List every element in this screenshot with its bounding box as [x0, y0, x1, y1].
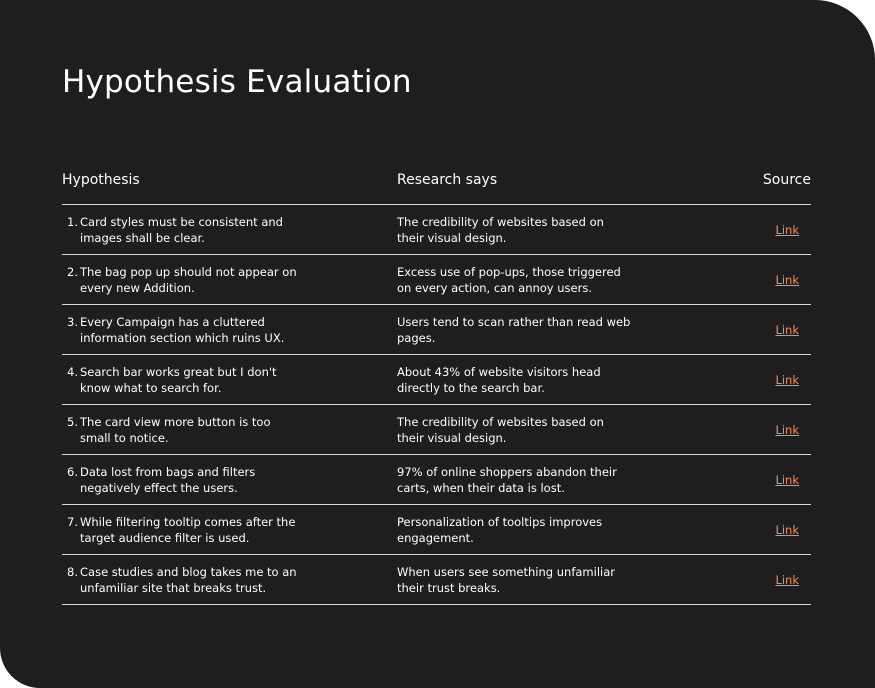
- source-link[interactable]: Link: [775, 573, 799, 587]
- research-text: 97% of online shoppers abandon their carts, when their data is lost.: [397, 465, 617, 495]
- table-row: [62, 555, 811, 605]
- hypothesis-text: The bag pop up should not appear on every new Addition.: [80, 265, 297, 295]
- table-row: [62, 255, 811, 305]
- row-number: 8.: [67, 565, 78, 579]
- row-number: 6.: [67, 465, 78, 479]
- table-row: [62, 355, 811, 405]
- hypothesis-cell: [67, 214, 367, 246]
- page-title: Hypothesis Evaluation: [62, 64, 412, 100]
- row-number: 2.: [67, 265, 78, 279]
- hypothesis-text: Data lost from bags and filters negatively effect the users.: [80, 465, 256, 495]
- table-header: [62, 164, 811, 205]
- hypothesis-text: Every Campaign has a cluttered information section which ruins UX.: [80, 315, 285, 345]
- research-text: The credibility of websites based on their visual design.: [397, 415, 604, 445]
- source-link[interactable]: Link: [775, 373, 799, 387]
- hypothesis-text: Case studies and blog takes me to an unfamiliar site that breaks trust.: [80, 565, 297, 595]
- header-hypothesis: Hypothesis: [62, 172, 140, 188]
- source-link[interactable]: Link: [775, 423, 799, 437]
- hypothesis-cell: [67, 364, 367, 396]
- row-number: 1.: [67, 215, 78, 229]
- source-link[interactable]: Link: [775, 273, 799, 287]
- table-row: [62, 405, 811, 455]
- source-link[interactable]: Link: [775, 223, 799, 237]
- research-text: When users see something unfamiliar their trust breaks.: [397, 565, 615, 595]
- table-row: [62, 505, 811, 555]
- source-link[interactable]: Link: [775, 323, 799, 337]
- row-number: 7.: [67, 515, 78, 529]
- hypothesis-text: The card view more button is too small to notice.: [80, 415, 271, 445]
- row-number: 3.: [67, 315, 78, 329]
- hypothesis-text: While filtering tooltip comes after the target audience filter is used.: [80, 515, 296, 545]
- hypothesis-cell: [67, 464, 367, 496]
- table-row: [62, 455, 811, 505]
- research-text: The credibility of websites based on their visual design.: [397, 215, 604, 245]
- research-text: Users tend to scan rather than read web pages.: [397, 315, 631, 345]
- header-source: Source: [762, 172, 811, 188]
- hypothesis-text: Search bar works great but I don't know what to search for.: [80, 365, 277, 395]
- hypothesis-cell: [67, 314, 367, 346]
- hypothesis-cell: [67, 414, 367, 446]
- hypothesis-cell: [67, 564, 367, 596]
- research-text: About 43% of website visitors head directly to the search bar.: [397, 365, 601, 395]
- table-row: [62, 205, 811, 255]
- hypothesis-table: [62, 164, 811, 605]
- research-text: Excess use of pop-ups, those triggered on every action, can annoy users.: [397, 265, 621, 295]
- source-link[interactable]: Link: [775, 473, 799, 487]
- hypothesis-cell: [67, 264, 367, 296]
- source-link[interactable]: Link: [775, 523, 799, 537]
- hypothesis-cell: [67, 514, 367, 546]
- hypothesis-text: Card styles must be consistent and images shall be clear.: [80, 215, 283, 245]
- table-row: [62, 305, 811, 355]
- header-research: Research says: [397, 172, 498, 188]
- row-number: 4.: [67, 365, 78, 379]
- research-text: Personalization of tooltips improves engagement.: [397, 515, 603, 545]
- row-number: 5.: [67, 415, 78, 429]
